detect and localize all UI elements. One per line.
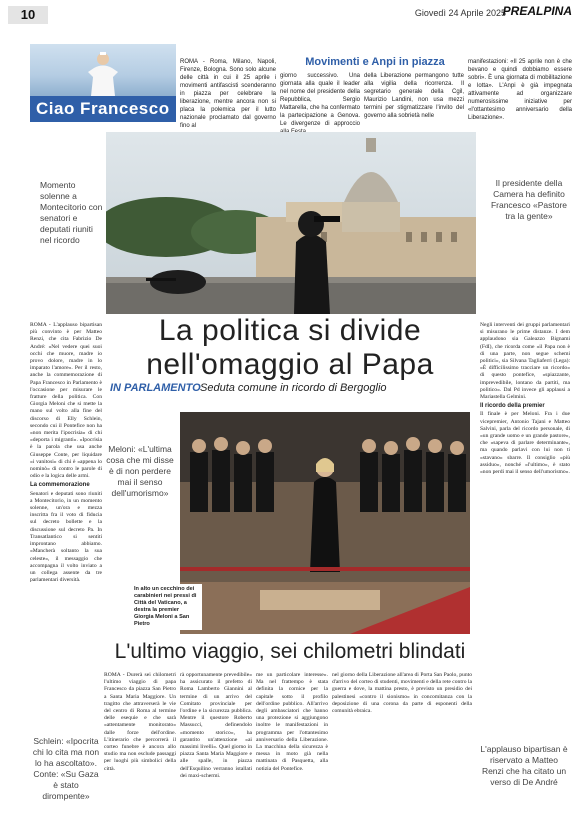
article2-column-1: ROMA - Durerà sei chilometri l'ultimo viaggio di papa Francesco da piazza San Pietro a Santa Maria Maggiore. Un tragitto che attraverserà le vie del centro di Roma al termine delle esequie e che sarà «attentamente monitorato» dalle forze dell'ordine. L'itinerario che percorrerà il corteo funebre è ancora allo studio ma non esclude passaggi per luoghi più simbolici della città. [104, 672, 176, 772]
brief-column-1: ROMA - Roma, Milano, Napoli, Firenze, Bologna. Sono solo alcune delle città in cui il 25 aprile i movimenti antifascisti scenderanno in piazza per celebrare la liberazione, mentre ancora non si placa la polemica per il lutto nazionale proclamato dal governo fino al [180, 59, 276, 129]
issue-date: Giovedì 24 Aprile 2025 [414, 8, 506, 18]
left-body: ROMA - L'applauso bipartisan più convinto è per Matteo Renzi, che cita Fabrizio De André: «Nel vedere quei suoi occhi che muore, madre io provo dolore, madre in lo imparato l'amore». Per il resto, anche la commemorazione di Papa Francesco in Parlamento è l'occasione per misurare le fratture della politica. Con Giorgia Meloni che si mette la mano sul volto alla fine del discorso di Elly Schlein, secondo cui il Pontefice non ha «non merita l'ipocrisia» di chi «deporta i migranti». «Ipocrisia è la parola che usa anche Giuseppe Conte, per liquidare «i vanitosi» di chi è «appena lo nominò» di contro le parole di odio e la logica delle armi. [30, 322, 102, 480]
brief-title: Movimenti e Anpi in piazza [305, 56, 445, 68]
vatican-scene-illustration [106, 132, 476, 314]
ciao-francesco-banner: Ciao Francesco [30, 96, 176, 122]
article-deck: Seduta comune in ricordo di Bergoglio [200, 382, 387, 394]
section-kicker: IN PARLAMENTO [110, 382, 201, 394]
pope-figure-illustration [88, 50, 118, 96]
masthead: PREALPINA [502, 4, 572, 18]
article2-headline: L'ultimo viaggio, sei chilometri blindati [114, 640, 466, 663]
article-right-column [480, 322, 570, 732]
page-number: 10 [8, 6, 48, 24]
headline-line-2: nell'omaggio al Papa [146, 348, 434, 381]
basilica-scene-illustration [180, 412, 470, 634]
brief-column-3: della Liberazione permangono tutte alla vigilia della ricorrenza. Il segretario generale della Cgil, Maurizio Landini, non usa mezzi termini per stigmatizzare l'invito del governo alla sobrietà nelle [364, 73, 464, 119]
headline-line-1: La politica si divide [158, 314, 422, 347]
pull-quote-left-bottom: Schlein: «Ipocrita chi lo cita ma non lo ha ascoltato». Conte: «Su Gaza è stato dirompente» [32, 736, 100, 801]
left-subheading: La commemorazione [30, 482, 90, 489]
right-subheading: Il ricordo della premier [480, 403, 545, 410]
article-headline [110, 314, 470, 382]
page-header [0, 0, 580, 30]
article2-column-4: nel giorno della Liberazione all'area di Porta San Paolo, punto d'arrivo del corteo di studenti, movimenti e della rete contro la guerra e dove, la mattina presto, è previsto un presidio dei palestinesi «contro il sionismo» in concomitanza con la deposizione di una corona da parte di esponenti della comunità ebraica. [332, 672, 472, 715]
article2-column-3: me un particolare interesse». Ma nel frattempo è stata definita la cornice per la capitale sotto il profilo dell'ordine pubblico. All'arrivo degli ambasciatori che hanno una protezione si aggiungono inoltre le manifestazioni in programma per l'ottantesimo anniversario della Liberazione. La macchina della sicurezza è messa in moto già nella mattinata di Pasquetta, alla notizia del Pontefice. [256, 672, 328, 772]
pope-photo [30, 44, 176, 96]
pull-quote-meloni: Meloni: «L'ultima cosa che mi disse è di non perdere mai il senso dell'umorismo» [106, 444, 174, 498]
photo-caption: In alto un cecchino dei carabinieri nei pressi di Città del Vaticano, a destra la premier Giorgia Meloni a San Pietro [132, 584, 202, 630]
main-photo-vatican [106, 132, 476, 314]
right-body: Negli interventi dei gruppi parlamentari si misurano le prime distanze. I dem applaudono sia Galeazzo Bignami (FdI), che ricorda come «il Papa non è di una parte, non segue schemi politici», sia Silvana Tagliaferri (Lega): «È difficilissimo tracciare un ricordo» di questo pontefice, «spiazzante, imprevedibile, lontano da partiti, ma politico». Dal Pd invece gli applausi a Mariastella Gelmini. [480, 322, 570, 401]
left-body-2: Senatori e deputati sono riuniti a Montecitorio, in un momento solenne, un'ora e mezza inscritta fra il voto di fiducia sul decreto bollette e la discussione sul decreto Pa. In Transatlantico si sentiti improntano abbiamo. «Mancherà soltanto la sua celeste», il messaggio che accompagna il volto inviato a un collega assente da tre parlamentari diversità. [30, 490, 102, 584]
brief-column-4: manifestazioni: «Il 25 aprile non è che bevano e quindi dobbiamo essere sobri». È una giornata di mobilitazione e lotta». L'Anpi è già impegnata attivamente ad organizzare numerosissime iniziative per «l'ottantesimo anniversario della Liberazione». [468, 59, 572, 121]
photo-meloni-san-pietro [180, 412, 470, 634]
pull-quote-right-top: Il presidente della Camera ha definito Francesco «Pastore tra la gente» [490, 178, 568, 221]
brief-column-2: giorno successivo. Una giornata alla quale il leader nel nome del presidente della Repubblica, Sergio Mattarella, che ha confermato la partecipazione a Genova. Le divergenze di approccio [280, 73, 360, 127]
article-left-column [30, 322, 102, 722]
pull-quote-left-top: Momento solenne a Montecitorio con senatori e deputati riuniti nel ricordo [40, 180, 103, 245]
pull-quote-right-bottom: L'applauso bipartisan è riservato a Matteo Renzi che ha citato un verso di De André [480, 744, 568, 787]
right-body-2: Il finale è per Meloni. Fra i due vicepremier, Antonio Tajani e Matteo Salvini, parla del ricordo personale, di «un grande uomo e un grande pastore», che «sapeva di parlare determinante», ma quando parlavi con lui non ti «stavano» sbarre. Il consiglio «più assiduo», nonché «l'ultimo», è stato «non perdi mai il senso dell'umorismo». [480, 411, 570, 476]
article2-column-2: rà opportunamente prevedibile» ha assicurato il prefetto di Roma Lamberto Giannini al termine di un arrivo del Comitato provinciale per l'ordine e la sicurezza pubblica. Mentre il questore Roberto Massucci, definendolo «momento storico», ha garantito un'attenzione «ai massimi livelli». Quel giorno in piazza Santa Maria Maggiore e alle spalle, in piazza dell'Esquilino verranno istallati dei maxi-schermi. [180, 672, 252, 779]
